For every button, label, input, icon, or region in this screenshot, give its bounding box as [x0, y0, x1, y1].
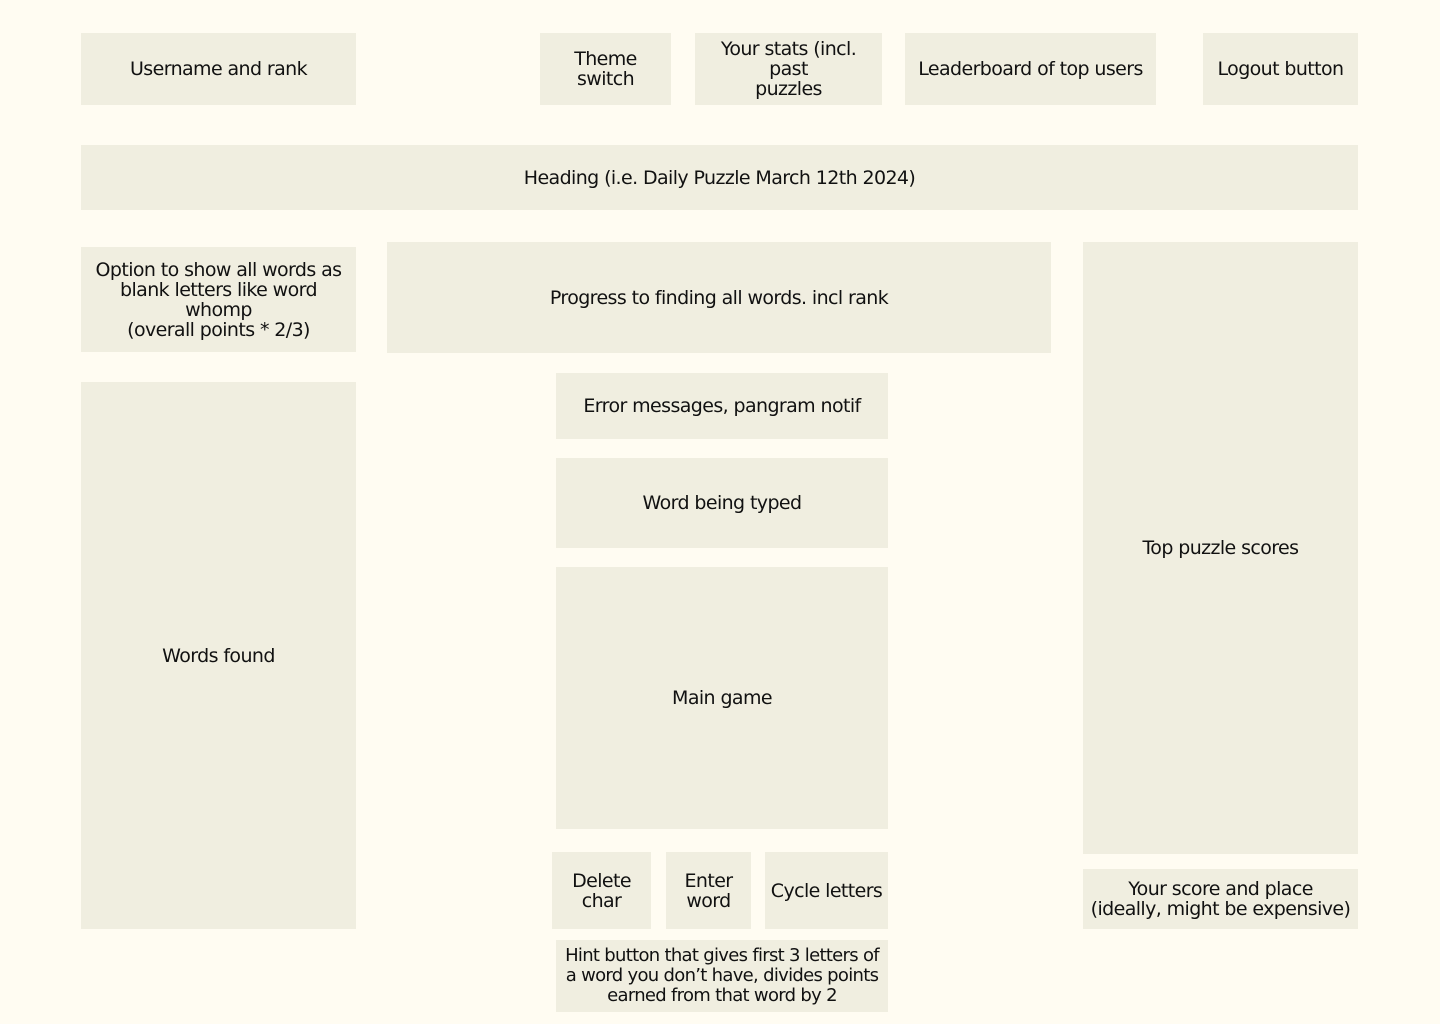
logout-button-placeholder[interactable]: Logout button	[1203, 33, 1358, 105]
progress-placeholder: Progress to finding all words. incl rank	[387, 242, 1051, 353]
cycle-letters-button-placeholder[interactable]: Cycle letters	[765, 852, 888, 929]
theme-switch-placeholder[interactable]: Theme switch	[540, 33, 671, 105]
blank-letters-option-placeholder[interactable]: Option to show all words as blank letters like word whomp (overall points * 2/3)	[81, 247, 356, 352]
leaderboard-placeholder[interactable]: Leaderboard of top users	[905, 33, 1156, 105]
your-stats-placeholder[interactable]: Your stats (incl. past puzzles	[695, 33, 882, 105]
page-heading-placeholder: Heading (i.e. Daily Puzzle March 12th 2024)	[81, 145, 1358, 210]
word-being-typed-placeholder: Word being typed	[556, 458, 888, 548]
enter-word-button-placeholder[interactable]: Enter word	[666, 852, 751, 929]
main-game-placeholder[interactable]: Main game	[556, 567, 888, 829]
hint-button-placeholder[interactable]: Hint button that gives first 3 letters of a word you don’t have, divides points earned from that word by 2	[556, 940, 888, 1012]
delete-char-button-placeholder[interactable]: Delete char	[552, 852, 651, 929]
words-found-placeholder: Words found	[81, 382, 356, 929]
top-puzzle-scores-placeholder: Top puzzle scores	[1083, 242, 1358, 854]
username-rank-placeholder: Username and rank	[81, 33, 356, 105]
error-messages-placeholder: Error messages, pangram notif	[556, 373, 888, 439]
your-score-place-placeholder: Your score and place (ideally, might be expensive)	[1083, 869, 1358, 929]
